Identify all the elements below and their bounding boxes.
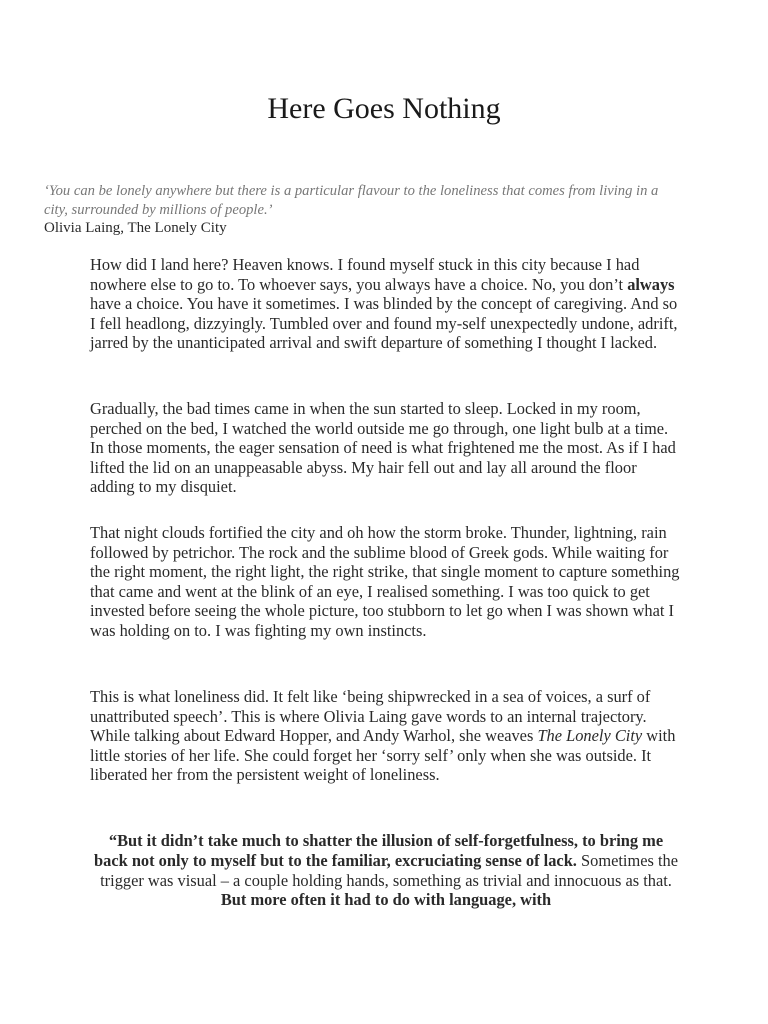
paragraph-text: How did I land here? Heaven knows. I found myself stuck in this city because I had nowhere else to go to. To whoever says, you always have a choice. No, you don’t bbox=[90, 255, 640, 294]
epigraph-source: Olivia Laing, The Lonely City bbox=[44, 220, 227, 236]
block-quote bbox=[90, 831, 682, 910]
paragraph-text: This is what loneliness did. It felt like ‘being shipwrecked in a sea of voices, a surf of unattributed speech’. This is where Olivia Laing gave words to an internal trajectory. While talking about Edward Hopper, and Andy Warhol, she weaves bbox=[90, 687, 651, 746]
quote-bold-text: But more often it had to do with language, with bbox=[220, 890, 552, 910]
paragraph-text: That night clouds fortified the city and oh how the storm broke. Thunder, lightning, rain followed by petrichor. The rock and the sublime blood of Greek gods. While waiting for the right moment, the right light, the right strike, that single moment to capture something that came and went at the blink of an eye, I realised something. I was too quick to get invested before seeing the whole picture, too stubborn to let go when I was shown what I was holding on to. I was fighting my own instincts. bbox=[90, 523, 680, 640]
quote-regular-text: Sometimes the trigger was visual – a couple holding hands, something as trivial and innocuous as that. bbox=[100, 850, 678, 890]
paragraph-text: with little stories of her life. She could forget her ‘sorry self’ only when she was outside. It liberated her from the persistent weight of loneliness. bbox=[90, 726, 676, 785]
quote-bold-text: “But it didn’t take much to shatter the illusion of self-forgetfulness, to bring me back not only to myself but to the familiar, excruciating sense of lack. bbox=[94, 831, 664, 870]
epigraph-quote: ‘You can be lonely anywhere but there is a particular flavour to the loneliness that comes from living in a city, surrounded by millions of people.’ bbox=[44, 183, 659, 218]
paragraph-3 bbox=[90, 523, 682, 641]
paragraph-1 bbox=[90, 255, 682, 353]
paragraph-text: have a choice. You have it sometimes. I was blinded by the concept of caregiving. And so I fell headlong, dizzyingly. Tumbled over and found my-self unexpectedly undone, adrift, jarred by the unanticipated arrival and swift departure of something I thought I lacked. bbox=[90, 294, 678, 353]
emphasis-bold: always bbox=[627, 274, 675, 294]
paragraph-2 bbox=[90, 399, 682, 497]
page-title: Here Goes Nothing bbox=[267, 92, 501, 125]
epigraph bbox=[44, 182, 684, 238]
paragraph-4 bbox=[90, 687, 682, 785]
book-title-italic: The Lonely City bbox=[537, 726, 643, 746]
paragraph-text: Gradually, the bad times came in when the sun started to sleep. Locked in my room, perched on the bed, I watched the world outside me go through, one light bulb at a time. In those moments, the eager sensation of need is what frightened me the most. As if I had lifted the lid on an unappeasable abyss. My hair fell out and lay all around the floor adding to my disquiet. bbox=[90, 399, 676, 497]
